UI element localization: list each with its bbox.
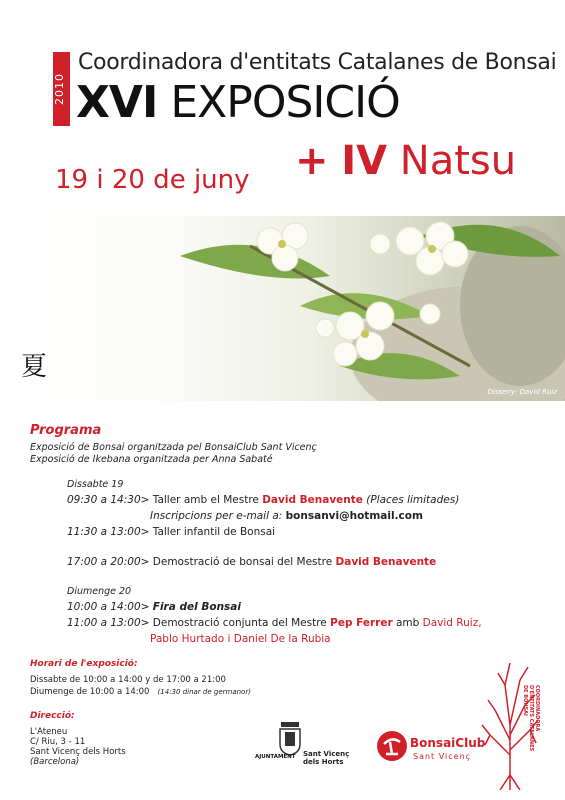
coordinadora-logo <box>480 655 560 790</box>
event-joint-demo <box>67 617 482 629</box>
registration-text: Inscripcions per e-mail a: <box>150 510 283 522</box>
master-name: David Benavente <box>262 494 363 506</box>
guest-name: David Ruiz, <box>422 617 482 629</box>
address-title: Direcció: <box>30 711 75 721</box>
registration-email: bonsanvi@hotmail.com <box>285 510 423 522</box>
natsu-plus: + <box>295 138 329 184</box>
expo-word: EXPOSICIÓ <box>170 77 400 128</box>
coordinadora-text-3: DE BONSAI <box>522 685 528 716</box>
event-time: 11:30 a 13:00> <box>67 526 150 538</box>
exhibition-title <box>76 77 400 128</box>
schedule-saturday: Dissabte de 10:00 a 14:00 y de 17:00 a 21:00 <box>30 675 226 685</box>
event-kids-workshop <box>67 526 275 538</box>
blossom-photo <box>0 216 565 401</box>
guest-names-line: Pablo Hurtado i Daniel De la Rubia <box>150 633 331 645</box>
event-text: Fira del Bonsai <box>152 601 241 613</box>
summer-kanji: 夏 <box>21 352 48 382</box>
day-saturday: Dissabte 19 <box>67 479 124 490</box>
master-name: Pep Ferrer <box>330 617 393 629</box>
schedule-title: Horari de l'exposició: <box>30 659 138 669</box>
schedule-sunday-hours: Diumenge de 10:00 a 14:00 <box>30 687 150 697</box>
address-line-3: Sant Vicenç dels Horts <box>30 747 126 757</box>
address-line-2: C/ Riu, 3 - 11 <box>30 737 86 747</box>
event-time: 10:00 a 14:00> <box>67 601 150 613</box>
intro-line-2: Exposició de Ikebana organitzada per Anna Sabaté <box>30 454 273 465</box>
day-sunday: Diumenge 20 <box>67 586 132 597</box>
event-registration <box>150 510 423 522</box>
coat-of-arms-icon <box>277 722 303 756</box>
ajuntament-label: AJUNTAMENT <box>255 754 296 760</box>
program-title: Programa <box>30 423 102 438</box>
address-region: (Barcelona) <box>30 757 80 767</box>
design-credit: Disseny: David Ruiz <box>487 388 557 396</box>
bonsai-club-icon <box>376 730 408 762</box>
blossom-illustration <box>0 216 565 401</box>
event-dates: 19 i 20 de juny <box>55 165 250 195</box>
natsu-number: IV <box>341 138 388 184</box>
intro-line-1: Exposició de Bonsai organitzada pel BonsaiClub Sant Vicenç <box>30 442 317 453</box>
bonsaiclub-town: Sant Vicenç <box>413 752 472 761</box>
event-demo <box>67 556 436 568</box>
year-label: 2010 <box>53 73 66 105</box>
coordinadora-text <box>522 685 540 751</box>
event-time: 11:00 a 13:00> <box>67 617 150 629</box>
event-fair <box>67 601 241 613</box>
coordinadora-text-2: D'ENTITATS CATALANES <box>528 685 534 752</box>
ajuntament-logo <box>255 722 375 772</box>
event-note: (Places limitades) <box>366 494 460 506</box>
event-text: Demostració de bonsai del Mestre <box>152 556 333 568</box>
master-name: David Benavente <box>335 556 437 568</box>
bonsaiclub-logo <box>376 730 486 770</box>
natsu-title <box>295 138 516 184</box>
coordinadora-text-1: COORDINADORA <box>534 685 540 732</box>
schedule-sunday <box>30 687 251 697</box>
event-time: 09:30 a 14:30> <box>67 494 150 506</box>
natsu-word: Natsu <box>399 138 517 184</box>
event-text: Taller infantil de Bonsai <box>152 526 276 538</box>
town-name-2: dels Horts <box>303 758 344 766</box>
event-text: Taller amb el Mestre <box>152 494 259 506</box>
event-workshop <box>67 494 459 506</box>
expo-number: XVI <box>76 77 158 128</box>
organization-title: Coordinadora d'entitats Catalanes de Bonsai <box>78 50 557 75</box>
event-text: Demostració conjunta del Mestre <box>152 617 327 629</box>
town-name-1: Sant Vicenç <box>303 750 350 758</box>
address-line-1: L'Ateneu <box>30 727 68 737</box>
event-text: amb <box>395 617 420 629</box>
bonsaiclub-name: BonsaiClub <box>410 736 486 750</box>
schedule-sunday-note: (14:30 dinar de germanor) <box>157 688 251 696</box>
event-time: 17:00 a 20:00> <box>67 556 150 568</box>
